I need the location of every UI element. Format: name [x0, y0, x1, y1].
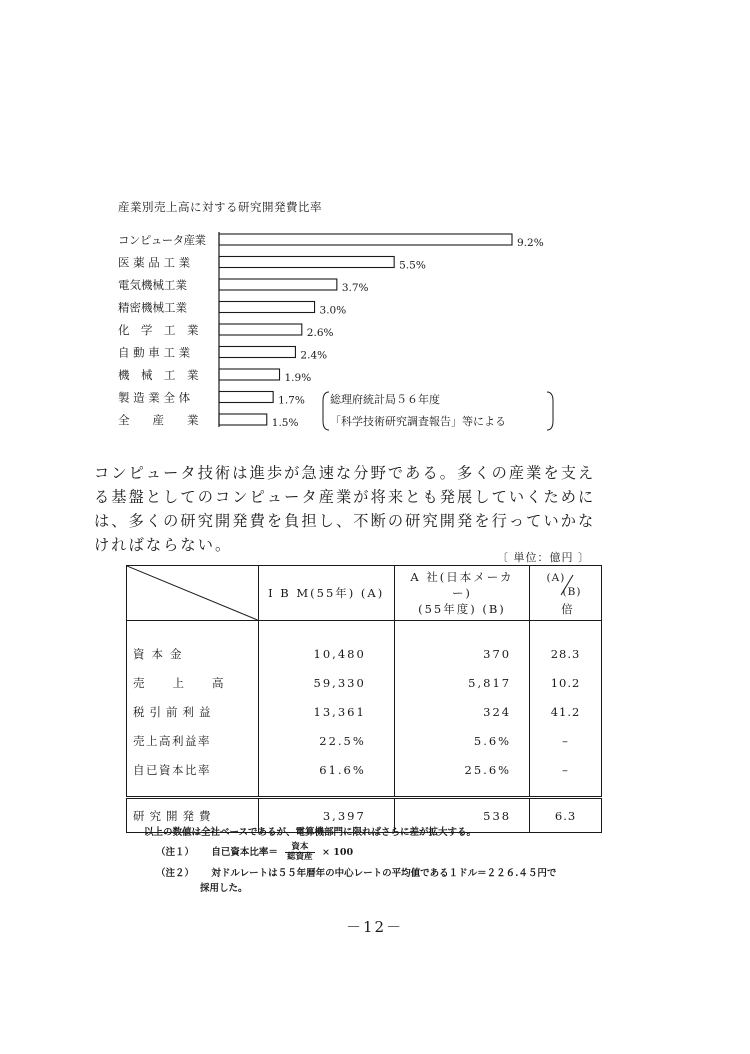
table-row — [127, 668, 602, 697]
table-row — [127, 755, 602, 798]
left-bracket — [322, 391, 330, 431]
company-a-value: 5.6% — [394, 726, 529, 755]
note-1-fraction — [285, 843, 315, 862]
category-label: 精密機械工業 — [118, 300, 187, 315]
table-row — [127, 726, 602, 755]
ibm-value: 61.6% — [258, 755, 394, 798]
header-diagonal-line — [127, 566, 258, 620]
value-label: 1.9% — [284, 372, 312, 384]
note-1-tag: （注１） — [156, 847, 195, 858]
ratio-value: 28.3 — [530, 621, 602, 669]
header-ibm: I B M(55年) (A) — [258, 566, 394, 621]
chart-title: 産業別売上高に対する研究開発費比率 — [118, 200, 322, 214]
body-paragraph: コンピュータ技術は進歩が急速な分野である。多くの産業を支える基盤としてのコンピュータ産業が将来とも発展していくためには、多くの研究開発費を負担し、不断の研究開発を行っていかなければならない。 — [94, 464, 596, 554]
ratio-value: 41.2 — [530, 697, 602, 726]
header-company-a — [394, 566, 529, 621]
ibm-value: 13,361 — [258, 697, 394, 726]
value-label: 1.7% — [278, 394, 305, 407]
table-row — [127, 697, 602, 726]
value-label: 9.2% — [517, 237, 544, 249]
note-1-denominator: 総資産 — [287, 852, 313, 862]
bar — [219, 302, 315, 313]
notes-block — [144, 825, 556, 896]
right-bracket — [546, 391, 554, 431]
category-label: 全 産 業 — [118, 413, 199, 427]
table-row — [127, 621, 602, 669]
bar — [219, 414, 267, 425]
row-label: 税引前利益 — [127, 697, 259, 726]
bar — [219, 234, 512, 245]
row-label: 売上高利益率 — [127, 726, 259, 755]
row-label: 自已資本比率 — [127, 755, 259, 798]
bar — [219, 279, 337, 290]
bar — [219, 347, 295, 358]
ratio-unit: 倍 — [561, 601, 574, 616]
ratio-numerator: (A) — [546, 571, 566, 584]
header-company-a-line2: (55年度) (B) — [418, 602, 506, 616]
value-label: 3.0% — [319, 304, 347, 317]
ibm-value: 59,330 — [258, 668, 394, 697]
ibm-value: 10,480 — [258, 621, 394, 669]
note-1-text: 自已資本比率＝ — [211, 847, 278, 858]
ibm-value: 22.5% — [258, 726, 394, 755]
category-label: 機 械 工 業 — [118, 368, 199, 382]
ratio-denominator: (B) — [562, 585, 582, 598]
table-unit-label: 〔 単位：億円 〕 — [497, 551, 590, 564]
category-label: コンピュータ産業 — [118, 233, 206, 247]
ratio-value: 10.2 — [530, 668, 602, 697]
header-ratio — [530, 566, 602, 621]
total-ibm-value: 3,397 — [258, 798, 394, 833]
comparison-table — [126, 565, 602, 833]
bar — [219, 369, 280, 380]
ratio-value: – — [530, 726, 602, 755]
category-label: 製 造 業 全 体 — [118, 390, 191, 405]
value-label: 3.7% — [341, 282, 369, 294]
category-label: 医 薬 品 工 業 — [118, 255, 191, 270]
ratio-value: – — [530, 755, 602, 798]
category-label: 化 学 工 業 — [118, 323, 199, 337]
company-a-value: 324 — [394, 697, 529, 726]
note-main: 以上の数値は全社ベースであるが、電算機部門に限ればさらに差が拡大する。 — [144, 827, 477, 838]
note-1-tail: × 100 — [321, 847, 354, 858]
header-corner-cell — [127, 566, 259, 621]
note-2-tag: （注２） — [156, 868, 195, 879]
value-label: 2.6% — [306, 327, 334, 339]
row-label: 資本金 — [127, 621, 259, 669]
page-number: －12－ — [346, 918, 404, 936]
note-1-numerator: 資本 — [285, 843, 315, 853]
category-label: 自 動 車 工 業 — [118, 345, 191, 360]
table-header-row — [127, 566, 602, 621]
bar — [219, 324, 302, 335]
note-2-line1: 対ドルレートは５５年暦年の中心レートの平均値である１ドル＝２２６.４５円で — [211, 868, 557, 879]
company-a-value: 5,817 — [394, 668, 529, 697]
company-a-value: 370 — [394, 621, 529, 669]
value-label: 5.5% — [399, 259, 426, 272]
category-label: 電気機械工業 — [118, 278, 187, 292]
note-2 — [156, 866, 556, 881]
source-note-line2: 「科学技術研究調査報告」等による — [330, 415, 506, 428]
total-ratio-value: 6.3 — [530, 798, 602, 833]
chart-source-note — [330, 389, 506, 433]
note-1 — [156, 843, 556, 862]
value-label: 2.4% — [300, 349, 328, 362]
header-company-a-line1: A 社(日本メーカー) — [410, 570, 514, 600]
ratio-fraction — [547, 570, 585, 600]
bar — [219, 392, 273, 403]
total-label: 研究開発費 — [127, 798, 259, 833]
value-label: 1.5% — [271, 417, 299, 429]
bar — [219, 257, 394, 268]
total-company-a-value: 538 — [394, 798, 529, 833]
row-label: 売上高 — [127, 668, 259, 697]
company-a-value: 25.6% — [394, 755, 529, 798]
note-2-continued: 採用した。 — [200, 883, 248, 894]
source-note-line1: 総理府統計局５６年度 — [330, 393, 440, 406]
